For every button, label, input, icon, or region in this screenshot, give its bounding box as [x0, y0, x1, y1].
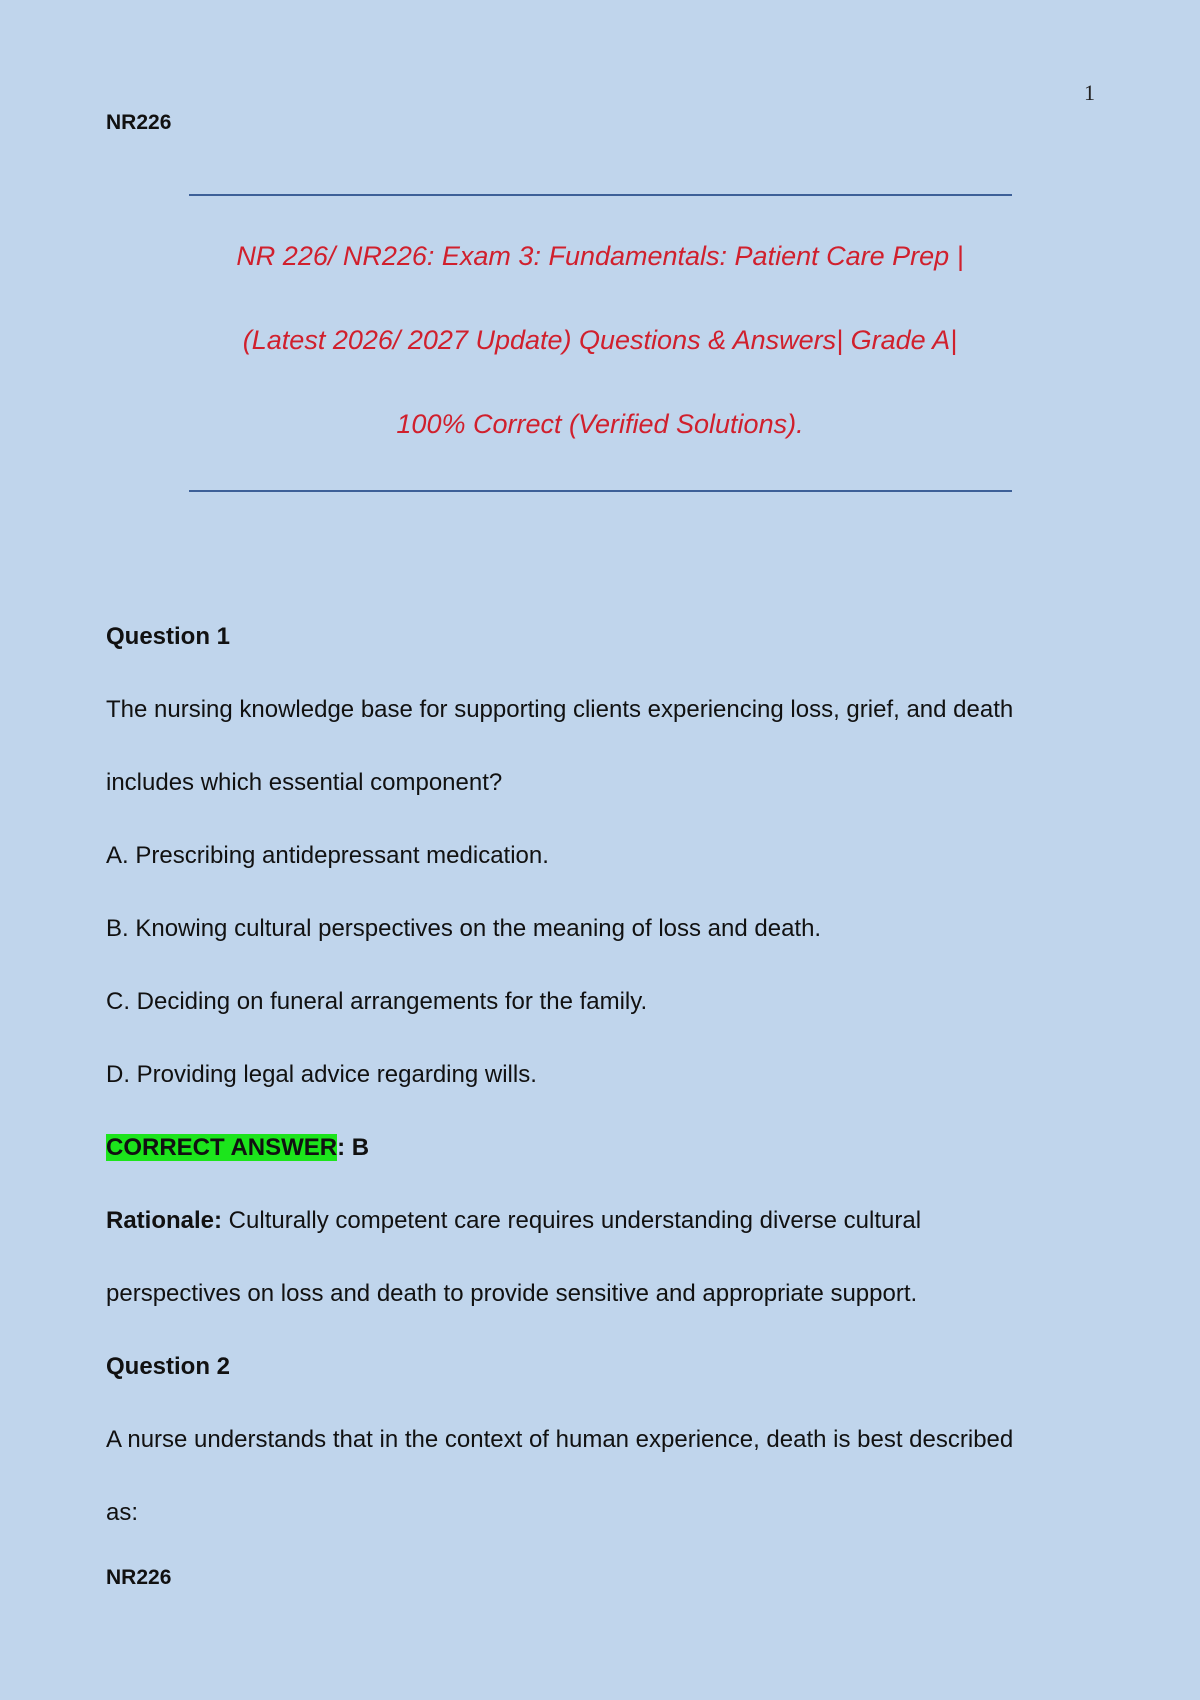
title-top-rule — [189, 194, 1012, 196]
title-line-3: 100% Correct (Verified Solutions). — [396, 409, 804, 439]
title-bottom-rule — [189, 490, 1012, 492]
rationale-text: Culturally competent care requires understanding diverse cultural — [222, 1207, 922, 1234]
question-1-text-line-1: The nursing knowledge base for supporting clients experiencing loss, grief, and death — [106, 696, 1014, 723]
title-line-2: (Latest 2026/ 2027 Update) Questions & Answers| Grade A| — [242, 325, 958, 355]
page-number: 1 — [1084, 80, 1095, 105]
question-1-text-line-2: includes which essential component? — [106, 769, 503, 796]
question-2-heading: Question 2 — [106, 1353, 231, 1380]
question-1-option-c: C. Deciding on funeral arrangements for the family. — [106, 988, 648, 1015]
rationale-label: Rationale: — [106, 1207, 223, 1234]
question-1-option-b: B. Knowing cultural perspectives on the meaning of loss and death. — [106, 915, 822, 942]
question-1-option-d: D. Providing legal advice regarding wills. — [106, 1061, 537, 1088]
question-1-heading: Question 1 — [106, 623, 231, 650]
question-1-rationale-line-1 — [106, 1184, 1096, 1257]
question-1-rationale-line-2: perspectives on loss and death to provide sensitive and appropriate support. — [106, 1280, 918, 1307]
question-1-correct-answer — [106, 1111, 1096, 1184]
correct-answer-value: : B — [337, 1134, 370, 1161]
footer-course-code: NR226 — [106, 1566, 172, 1589]
question-content — [106, 600, 1096, 1549]
document-title — [150, 214, 1050, 466]
question-2-text-line-2: as: — [106, 1499, 139, 1526]
title-line-1: NR 226/ NR226: Exam 3: Fundamentals: Patient Care Prep | — [236, 241, 964, 271]
question-1-option-a: A. Prescribing antidepressant medication. — [106, 842, 549, 869]
header-course-code: NR226 — [106, 111, 172, 134]
question-2-text-line-1: A nurse understands that in the context of human experience, death is best described — [106, 1426, 1014, 1453]
correct-answer-label: CORRECT ANSWER — [106, 1134, 338, 1161]
